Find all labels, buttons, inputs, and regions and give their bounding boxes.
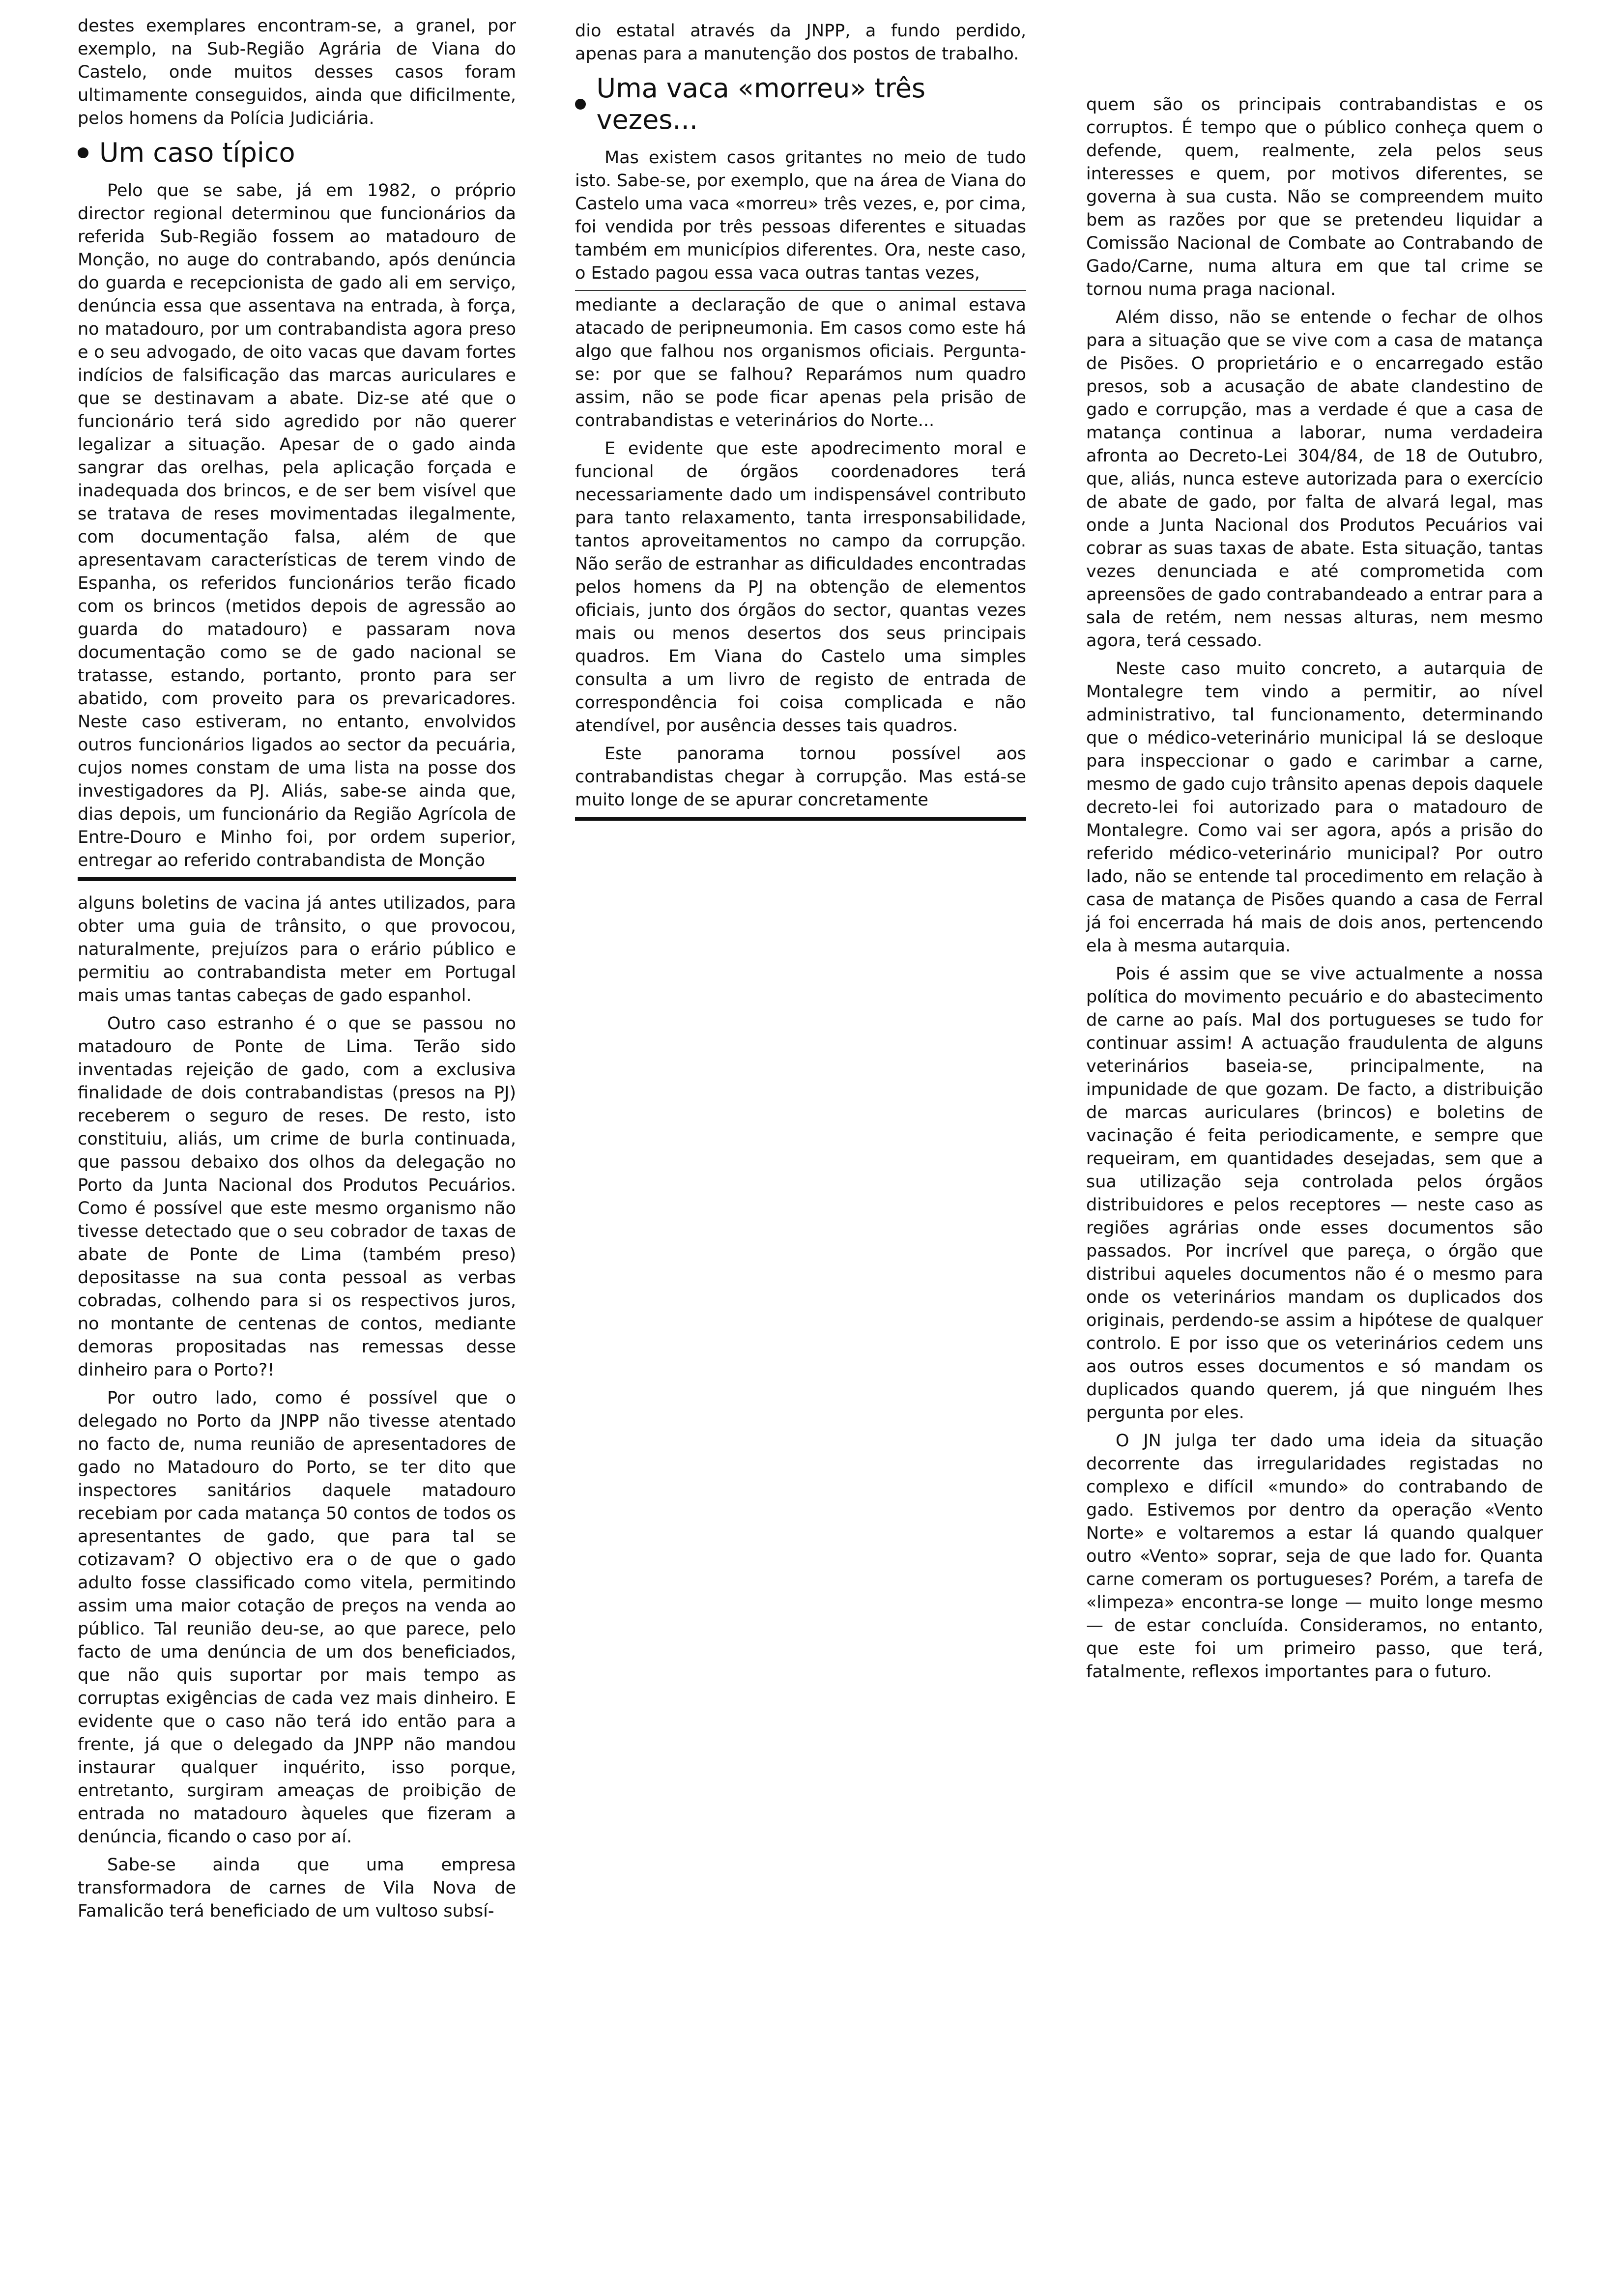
paragraph: Por outro lado, como é possível que o delegado no Porto da JNPP não tivesse atentado no facto de, numa reunião de apresentadores de gado no Matadouro do Porto, se ter dito que inspectores sanitários daquele matadouro recebiam por cada matança 50 contos de todos os apresentantes de gado, que para tal se cotizavam? O objectivo era o de que o gado adulto fosse classificado como vitela, permitindo assim uma maior cotação de preços na venda ao público. Tal reunião deu-se, ao que parece, pelo facto de uma denúncia de um dos beneficiados, que não quis suportar por mais tempo as corruptas exigências de cada vez mais dinheiro. E evidente que o caso não terá ido então para a frente, já que o delegado da JNPP não mandou instaurar qualquer inquérito, isso porque, entretanto, surgiram ameaças de proibição de entrada no matadouro àqueles que fizeram a denúncia, ficando o caso por aí.: [78, 1388, 516, 1847]
section-heading: [575, 73, 1026, 136]
heading-text: Um caso típico: [99, 137, 295, 168]
section-heading: [78, 137, 516, 169]
paragraph: dio estatal através da JNPP, a fundo perdido, apenas para a manutenção dos postos de trabalho.: [575, 21, 1026, 64]
column-3: [1086, 93, 1543, 1689]
column-1: [78, 15, 516, 1928]
heading-text: Uma vaca «morreu» três vezes...: [596, 73, 926, 135]
paragraph: quem são os principais contrabandistas e os corruptos. É tempo que o público conheça quem o defende, quem, realmente, zela pelos seus interesses e quem, por motivos diferentes, se governa à sua custa. Não se compreendem muito bem as razões por que se pretendeu liquidar a Comissão Nacional de Combate ao Contrabando de Gado/Carne, numa altura em que tal crime se tornou numa praga nacional.: [1086, 95, 1543, 299]
paragraph: Este panorama tornou possível aos contrabandistas chegar à corrupção. Mas está-se muito longe de se apurar concretamente: [575, 744, 1026, 810]
column-2: [575, 20, 1026, 832]
paragraph: Outro caso estranho é o que se passou no matadouro de Ponte de Lima. Terão sido inventadas rejeição de gado, com a exclusiva finalidade de dois contrabandistas (presos na PJ) receberem o seguro de reses. De resto, isto constituiu, aliás, um crime de burla continuada, que passou debaixo dos olhos da delegação no Porto da Junta Nacional dos Produtos Pecuários. Como é possível que este mesmo organismo não tivesse detectado que o seu cobrador de taxas de abate de Ponte de Lima (também preso) depositasse na sua conta pessoal as verbas cobradas, colhendo para si os respectivos juros, no montante de centenas de contos, mediante demoras propositadas nas remessas desse dinheiro para o Porto?!: [78, 1014, 516, 1380]
bullet-icon: [78, 147, 88, 158]
paragraph: Mas existem casos gritantes no meio de tudo isto. Sabe-se, por exemplo, que na área de Viana do Castelo uma vaca «morreu» três vezes, e, por cima, foi vendida por três pessoas diferentes e situadas também em municípios diferentes. Ora, neste caso, o Estado pagou essa vaca outras tantas vezes,: [575, 148, 1026, 283]
column-divider: [78, 877, 516, 881]
paragraph: destes exemplares encontram-se, a granel, por exemplo, na Sub-Região Agrária de Viana do Castelo, onde muitos desses casos foram ultimamente conseguidos, ainda que dificilmente, pelos homens da Polícia Judiciária.: [78, 16, 516, 128]
paragraph: alguns boletins de vacina já antes utilizados, para obter uma guia de trânsito, o que provocou, naturalmente, prejuízos para o erário público e permitiu ao contrabandista meter em Portugal mais umas tantas cabeças de gado espanhol.: [78, 893, 516, 1005]
paragraph: O JN julga ter dado uma ideia da situação decorrente das irregularidades registadas no complexo e difícil «mundo» do contrabando de gado. Estivemos por dentro da operação «Vento Norte» e voltaremos a estar lá quando qualquer outro «Vento» soprar, seja de que lado for. Quanta carne comeram os portugueses? Porém, a tarefa de «limpeza» encontra-se longe — muito longe mesmo — de estar concluída. Consideramos, no entanto, que este foi um primeiro passo, que terá, fatalmente, reflexos importantes para o futuro.: [1086, 1431, 1543, 1682]
column-divider: [575, 817, 1026, 821]
paragraph: Pois é assim que se vive actualmente a nossa política do movimento pecuário e do abastecimento de carne ao país. Mal dos portugueses se tudo for continuar assim! A actuação fraudulenta de alguns veterinários baseia-se, principalmente, na impunidade de que gozam. De facto, a distribuição de marcas auriculares (brincos) e boletins de vacinação é feita periodicamente, e sempre que requeiram, em quantidades desejadas, sem que a sua utilização seja controlada pelos órgãos distribuidores e pelos receptores — neste caso as regiões agrárias onde esses documentos são passados. Por incrível que pareça, o órgão que distribui aqueles documentos não é o mesmo para onde os veterinários mandam os duplicados dos originais, perdendo-se assim a hipótese de qualquer controlo. E por isso que os veterinários cedem uns aos outros esses documentos e só mandam os duplicados quando querem, já que ninguém lhes pergunta por eles.: [1086, 964, 1543, 1423]
paragraph: E evidente que este apodrecimento moral e funcional de órgãos coordenadores terá necessariamente dado um indispensável contributo para tanto relaxamento, tanta irresponsabilidade, tantos aproveitamentos no campo da corrupção. Não serão de estranhar as dificuldades encontradas pelos homens da PJ na obtenção de elementos oficiais, junto dos órgãos do sector, quantas vezes mais ou menos desertos dos seus principais quadros. Em Viana do Castelo uma simples consulta a um livro de registo de entrada de correspondência foi coisa complicada e não atendível, por ausência desses tais quadros.: [575, 439, 1026, 736]
column-divider: [575, 290, 1026, 291]
bullet-icon: [575, 99, 586, 110]
paragraph: Sabe-se ainda que uma empresa transformadora de carnes de Vila Nova de Famalicão terá beneficiado de um vultoso subsí-: [78, 1855, 516, 1921]
paragraph: Além disso, não se entende o fechar de olhos para a situação que se vive com a casa de matança de Pisões. O proprietário e o encarregado estão presos, sob a acusação de abate clandestino de gado e corrupção, mas a verdade é que a casa de matança continua a laborar, numa verdadeira afronta ao Decreto-Lei 304/84, de 18 de Outubro, que, aliás, nunca esteve autorizada para o exercício de abate de gado, por falta de alvará legal, mas onde a Junta Nacional dos Produtos Pecuários vai cobrar as suas taxas de abate. Esta situação, tantas vezes denunciada e até comprometida com apreensões de gado contrabandeado a entrar para a sala de retém, nem nessas alturas, nem mesmo agora, terá cessado.: [1086, 308, 1543, 651]
paragraph: Pelo que se sabe, já em 1982, o próprio director regional determinou que funcionários da referida Sub-Região fossem ao matadouro de Monção, no auge do contrabando, após denúncia do guarda e recepcionista de gado ali em serviço, denúncia essa que assentava na entrada, à força, no matadouro, por um contrabandista agora preso e o seu advogado, de oito vacas que davam fortes indícios de falsificação das marcas auriculares e que se destinavam a abate. Diz-se até que o funcionário terá sido agredido por não querer legalizar a situação. Apesar de o gado ainda sangrar das orelhas, pela aplicação forçada e inadequada dos brincos, e de ser bem visível que se tratava de reses movimentadas ilegalmente, com documentação falsa, além de que apresentavam características de terem vindo de Espanha, os referidos funcionários terão ficado com os brincos (metidos depois de agressão ao guarda do matadouro) e passaram nova documentação como se de gado nacional se tratasse, estando, portanto, pronto para ser abatido, com proveito para os prevaricadores. Neste caso estiveram, no entanto, envolvidos outros funcionários ligados ao sector da pecuária, cujos nomes constam de uma lista na posse dos investigadores da PJ. Aliás, sabe-se ainda que, dias depois, um funcionário da Região Agrícola de Entre-Douro e Minho foi, por ordem superior, entregar ao referido contrabandista de Monção: [78, 181, 516, 870]
paragraph: Neste caso muito concreto, a autarquia de Montalegre tem vindo a permitir, ao nível administrativo, tal funcionamento, determinando que o médico-veterinário municipal lá se desloque para inspeccionar o gado e carimbar a carne, mesmo de gado cujo trânsito apenas depois daquele decreto-lei foi autorizado para o matadouro de Montalegre. Como vai ser agora, após a prisão do referido médico-veterinário municipal? Por outro lado, não se entende tal procedimento em relação à casa de matança de Pisões quando a casa de Ferral já foi encerrada há mais de dois anos, pertencendo ela à mesma autarquia.: [1086, 659, 1543, 956]
paragraph: mediante a declaração de que o animal estava atacado de peripneumonia. Em casos como este há algo que falhou nos organismos oficiais. Pergunta-se: por que se falhou? Reparámos num quadro assim, não se pode ficar apenas pela prisão de contrabandistas e veterinários do Norte...: [575, 295, 1026, 430]
